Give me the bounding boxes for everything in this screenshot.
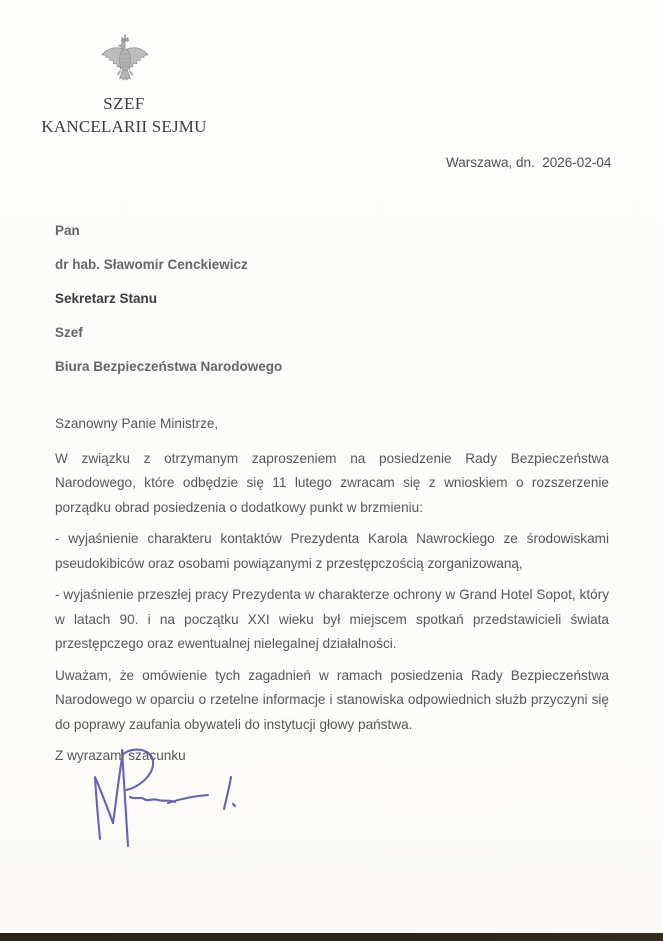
salutation: Szanowny Panie Ministrze, — [55, 416, 219, 431]
handwritten-signature-icon — [80, 746, 270, 856]
polish-eagle-emblem-icon — [100, 34, 150, 95]
sender-title: SZEF — [103, 94, 145, 113]
scan-edge-bar — [0, 933, 663, 941]
recipient-line: Pan — [55, 223, 80, 238]
closing-formula: Z wyrazami szacunku — [55, 748, 186, 763]
paragraph-bullet: - wyjaśnienie charakteru kontaktów Prezydenta Karola Nawrockiego ze środowiskami pseudokibiców oraz osobami powiązanymi z przestępczością zorganizowaną, — [55, 531, 609, 571]
paragraph: W związku z otrzymanym zaproszeniem na posiedzenie Rady Bezpieczeństwa Narodowego, które odbędzie się 11 lutego zwracam się z wnioskiem o rozszerzenie porządku obrad posiedzenia o dodatkowy punkt w brzmieniu: — [55, 450, 609, 515]
recipient-line: Biura Bezpieczeństwa Narodowego — [55, 359, 283, 374]
place-and-date: Warszawa, dn. 2026-02-04 — [446, 155, 612, 170]
recipient-block — [55, 221, 282, 391]
sender-institution: KANCELARII SEJMU — [41, 117, 207, 136]
paragraph-bullet: - wyjaśnienie przeszłej pracy Prezydenta w charakterze ochrony w Grand Hotel Sopot, który w latach 90. i na początku XXI wieku był miejscem spotkań przedstawicieli świata przestępczego oraz ewentualnej nielegalnej działalności. — [55, 587, 609, 651]
sender-org-block — [34, 94, 214, 137]
paragraph: Uważam, że omówienie tych zagadnień w ramach posiedzenia Rady Bezpieczeństwa Narodowego w oparciu o rzetelne informacje i stanowiska odpowiednich służb przyczyni się do poprawy zaufania obywateli do instytucji głowy państwa. — [55, 667, 609, 732]
letter-body — [55, 412, 609, 769]
recipient-line: dr hab. Sławomir Cenckiewicz — [55, 257, 248, 272]
recipient-line: Szef — [55, 325, 83, 340]
recipient-line: Sekretarz Stanu — [55, 291, 158, 306]
